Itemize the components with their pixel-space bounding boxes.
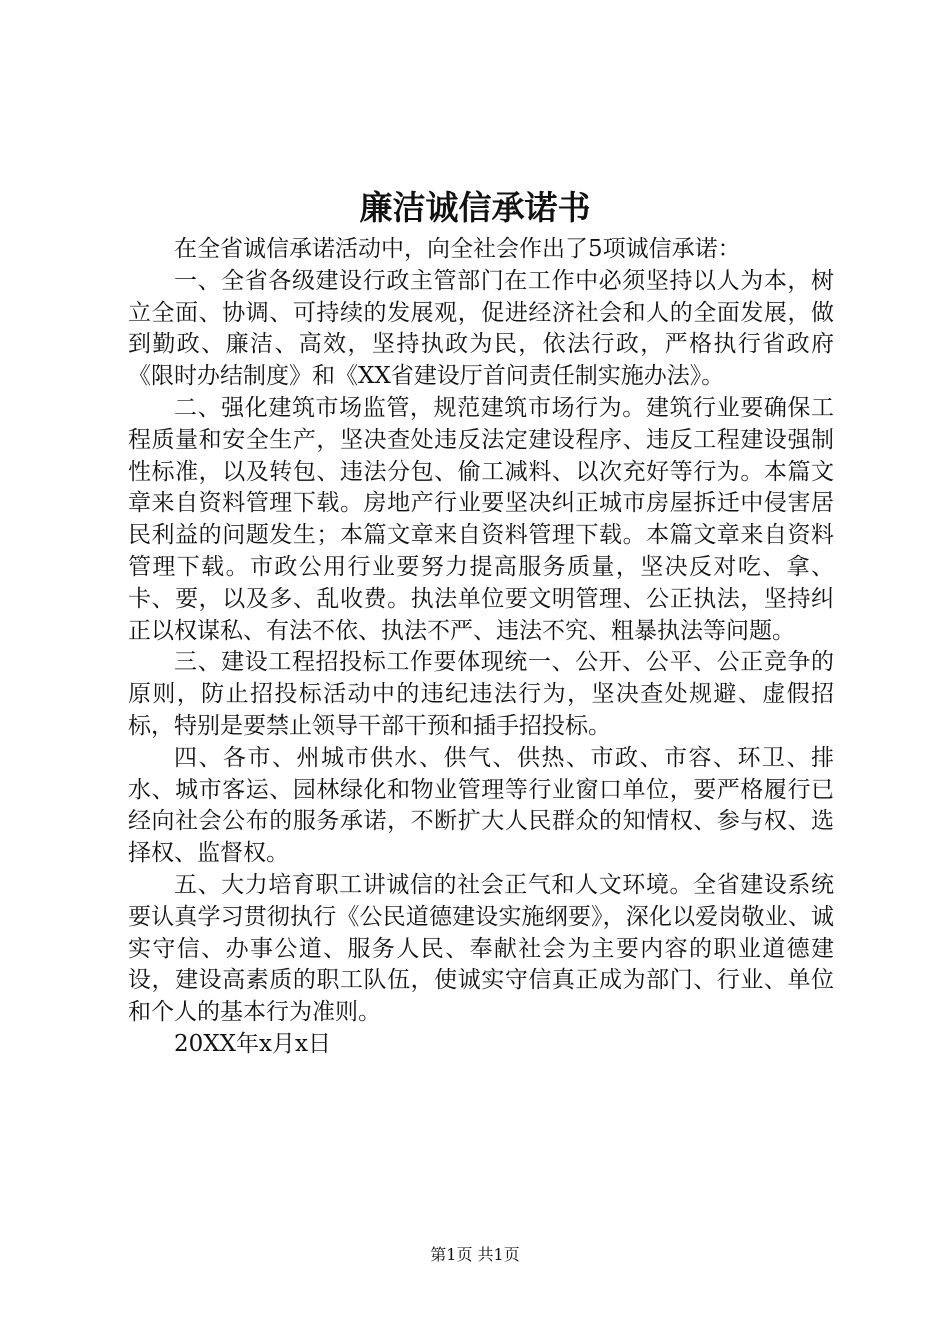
document-body — [128, 234, 834, 1061]
paragraph-item-1: 一、全省各级建设行政主管部门在工作中必须坚持以人为本，树立全面、协调、可持续的发展观，促进经济社会和人的全面发展，做到勤政、廉洁、高效，坚持执政为民，依法行政，严格执行省政府《限时办结制度》和《XX省建设厅首问责任制实施办法》。 — [128, 267, 834, 390]
paragraph-item-2: 二、强化建筑市场监管，规范建筑市场行为。建筑行业要确保工程质量和安全生产，坚决查处违反法定建设程序、违反工程建设强制性标准，以及转包、违法分包、偷工减料、以次充好等行为。本篇文章来自资料管理下载。房地产行业要坚决纠正城市房屋拆迁中侵害居民利益的问题发生；本篇文章来自资料管理下载。本篇文章来自资料管理下载。市政公用行业要努力提高服务质量，坚决反对吃、拿、卡、要，以及多、乱收费。执法单位要文明管理、公正执法，坚持纠正以权谋私、有法不依、执法不严、违法不究、粗暴执法等问题。 — [128, 394, 834, 644]
paragraph-intro: 在全省诚信承诺活动中，向全社会作出了5项诚信承诺： — [174, 236, 741, 262]
paragraph-item-5: 五、大力培育职工讲诚信的社会正气和人文环境。全省建设系统要认真学习贯彻执行《公民道德建设实施纲要》，深化以爱岗敬业、诚实守信、办事公道、服务人民、奉献社会为主要内容的职业道德建设，建设高素质的职工队伍，使诚实守信真正成为部门、行业、单位和个人的基本行为准则。 — [128, 871, 834, 1026]
page-number-footer: 第1页 共1页 — [430, 1245, 520, 1264]
document-title: 廉洁诚信承诺书 — [359, 188, 591, 227]
document-date: 20XX年x月x日 — [174, 1030, 331, 1057]
paragraph-item-4: 四、各市、州城市供水、供气、供热、市政、市容、环卫、排水、城市客运、园林绿化和物业管理等行业窗口单位，要严格履行已经向社会公布的服务承诺，不断扩大人民群众的知情权、参与权、选择权、监督权。 — [128, 744, 834, 867]
paragraph-item-3: 三、建设工程招投标工作要体现统一、公开、公平、公正竞争的原则，防止招投标活动中的违纪违法行为，坚决查处规避、虚假招标，特别是要禁止领导干部干预和插手招投标。 — [128, 649, 834, 739]
